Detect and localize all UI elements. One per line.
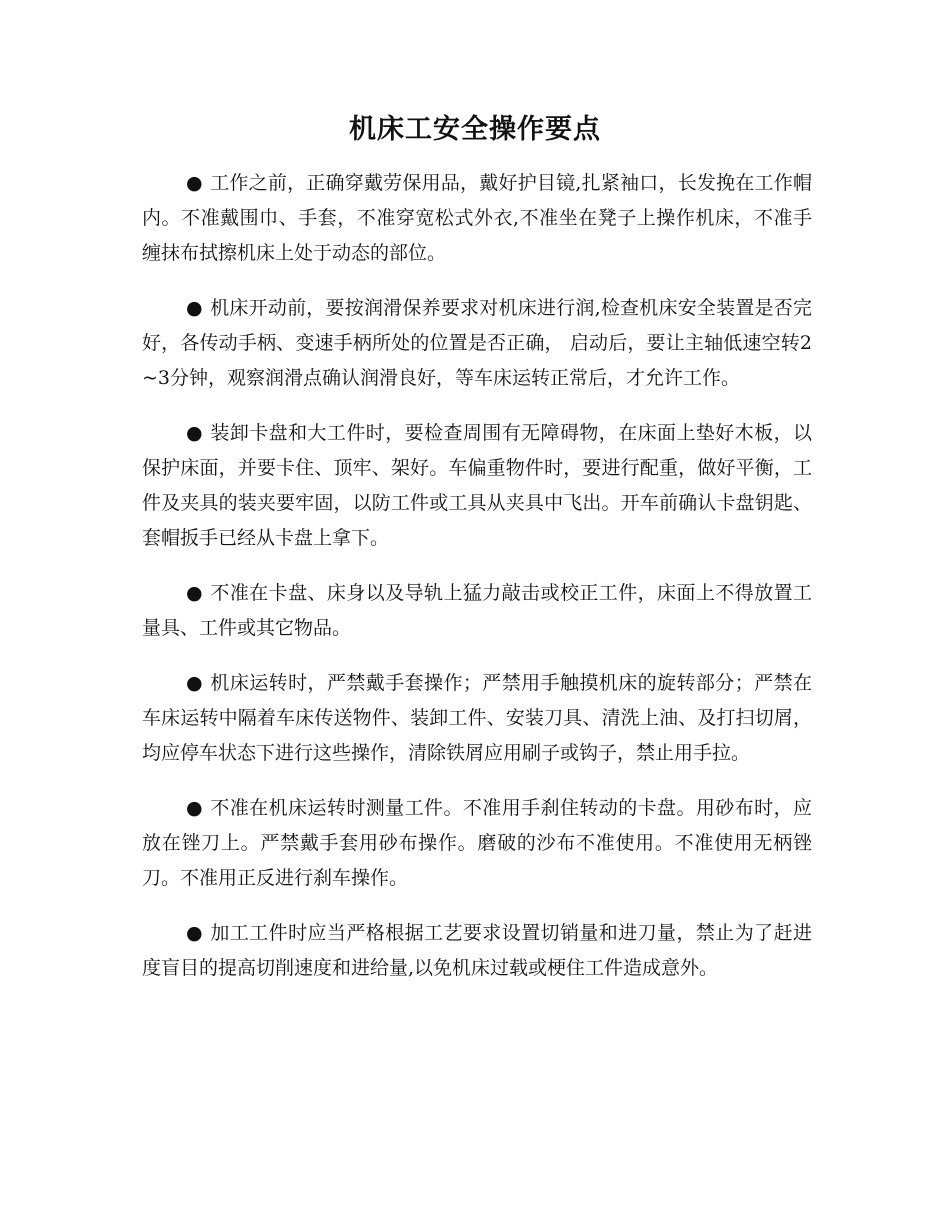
bullet-icon: ● [186,172,203,194]
bullet-icon: ● [186,797,203,819]
paragraph-7 [142,916,812,986]
paragraph-text: 加工工件时应当严格根据工艺要求设置切销量和进刀量，禁止为了赶进度盲目的提高切削速度和进给量,以免机床过载或梗住工件造成意外。 [142,922,812,979]
paragraph-text: 不准在机床运转时测量工件。不准用手刹住转动的卡盘。用砂布时，应放在锉刀上。严禁戴手套用砂布操作。磨破的沙布不准使用。不准使用无柄锉刀。不准用正反进行刹车操作。 [142,797,812,889]
paragraph-1 [142,166,812,271]
paragraph-text: 机床运转时，严禁戴手套操作；严禁用手触摸机床的旋转部分；严禁在车床运转中隔着车床传送物件、装卸工件、安装刀具、清洗上油、及打扫切屑，均应停车状态下进行这些操作，清除铁屑应用刷子或钩子，禁止用手拉。 [142,672,812,764]
paragraph-text: 工作之前，正确穿戴劳保用品，戴好护目镜,扎紧袖口，长发挽在工作帽内。不准戴围巾、手套，不准穿宽松式外衣,不准坐在凳子上操作机床，不准手缠抹布拭擦机床上处于动态的部位。 [142,172,812,264]
bullet-icon: ● [186,297,203,319]
bullet-icon: ● [186,422,203,444]
paragraph-3 [142,416,812,556]
paragraph-text: 机床开动前，要按润滑保养要求对机床进行润,检查机床安全装置是否完好，各传动手柄、变速手柄所处的位置是否正确， 启动后，要让主轴低速空转2~3分钟，观察润滑点确认润滑良好，等车床运转正常后，才允许工作。 [142,297,812,389]
paragraph-2 [142,291,812,396]
paragraph-5 [142,666,812,771]
bullet-icon: ● [186,582,203,604]
paragraph-text: 不准在卡盘、床身以及导轨上猛力敲击或校正工件，床面上不得放置工量具、工件或其它物品。 [142,582,812,639]
paragraph-text: 装卸卡盘和大工件时，要检查周围有无障碍物，在床面上垫好木板，以保护床面，并要卡住、顶牢、架好。车偏重物件时，要进行配重，做好平衡，工件及夹具的装夹要牢固，以防工件或工具从夹具中飞出。开车前确认卡盘钥匙、套帽扳手已经从卡盘上拿下。 [142,422,812,549]
paragraph-6 [142,791,812,896]
bullet-icon: ● [186,922,203,944]
document-title: 机床工安全操作要点 [349,114,601,145]
paragraph-4 [142,576,812,646]
document-body [142,166,812,1006]
bullet-icon: ● [186,672,203,694]
